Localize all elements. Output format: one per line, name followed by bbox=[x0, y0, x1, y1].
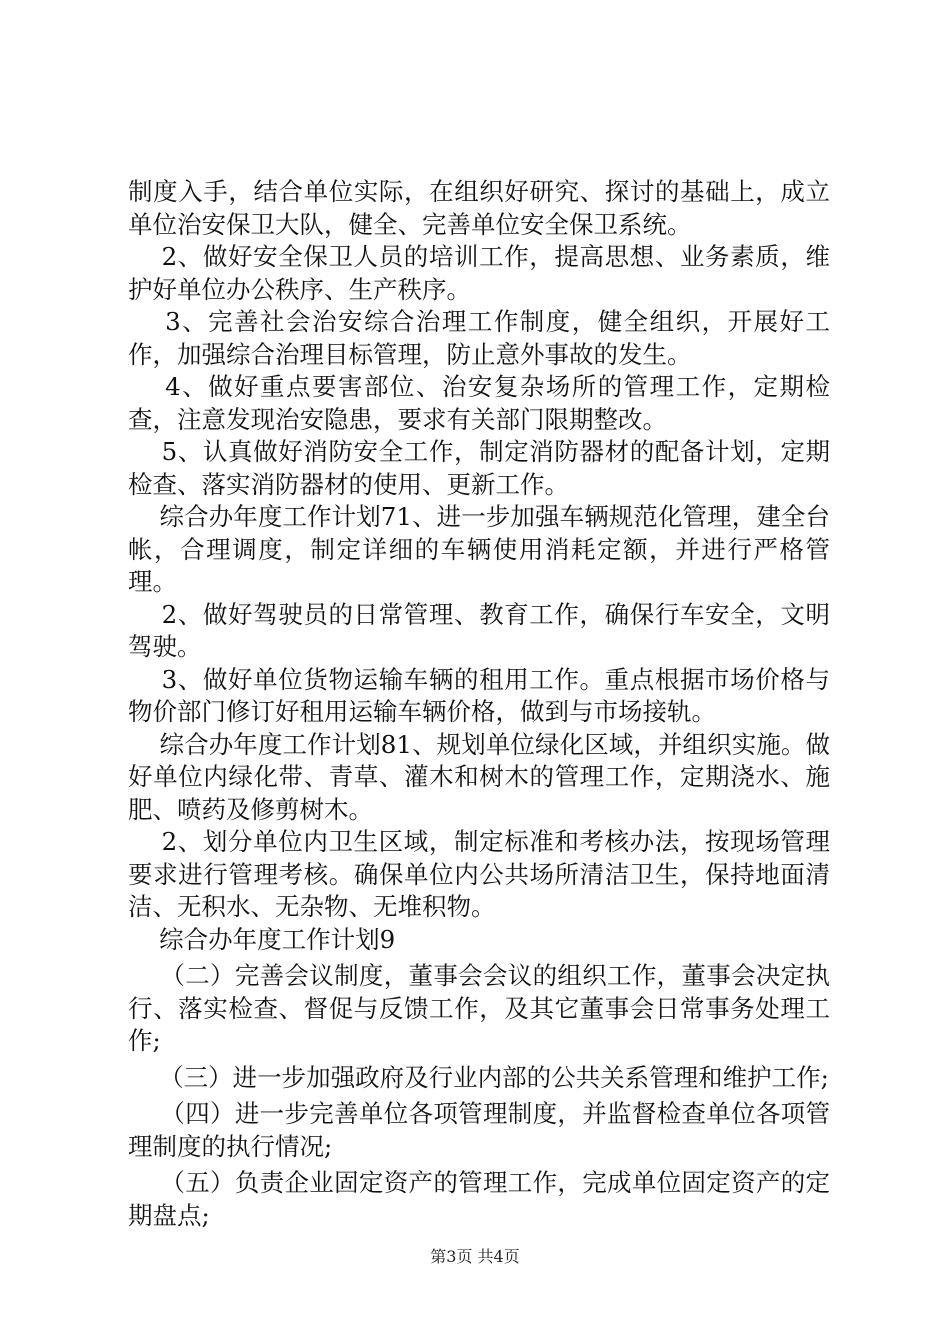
paragraph: （五）负责企业固定资产的管理工作，完成单位固定资产的定期盘点; bbox=[128, 1168, 831, 1230]
section-heading: 综合办年度工作计划9 bbox=[128, 924, 396, 954]
paragraph: 3、做好单位货物运输车辆的租用工作。重点根据市场价格与物价部门修订好租用运输车辆价格，做到与市场接轨。 bbox=[128, 664, 830, 726]
paragraph: （三）进一步加强政府及行业内部的公共关系管理和维护工作; bbox=[128, 1062, 829, 1092]
document-body bbox=[128, 176, 830, 1232]
paragraph: （二）完善会议制度，董事会会议的组织工作，董事会决定执行、落实检查、督促与反馈工作，及其它董事会日常事务处理工作; bbox=[128, 961, 831, 1055]
paragraph: 综合办年度工作计划81、规划单位绿化区域，并组织实施。做好单位内绿化带、青草、灌木和树木的管理工作，定期浇水、施肥、喷药及修剪树木。 bbox=[128, 729, 830, 824]
paragraph: 2、划分单位内卫生区域，制定标准和考核办法，按现场管理要求进行管理考核。确保单位内公共场所清洁卫生，保持地面清洁、无积水、无杂物、无堆积物。 bbox=[128, 827, 830, 921]
paragraph: 综合办年度工作计划71、进一步加强车辆规范化管理，建全台帐，合理调度，制定详细的车辆使用消耗定额，并进行严格管理。 bbox=[128, 502, 830, 596]
paragraph: 2、做好驾驶员的日常管理、教育工作，确保行车安全，文明驾驶。 bbox=[128, 599, 830, 661]
paragraph: 3、完善社会治安综合治理工作制度，健全组织，开展好工作，加强综合治理目标管理，防止意外事故的发生。 bbox=[128, 307, 831, 369]
paragraph: （四）进一步完善单位各项管理制度，并监督检查单位各项管理制度的执行情况; bbox=[128, 1099, 831, 1161]
paragraph: 5、认真做好消防安全工作，制定消防器材的配备计划，定期检查、落实消防器材的使用、更新工作。 bbox=[128, 437, 830, 499]
page-footer: 第3页 共4页 bbox=[430, 1247, 520, 1266]
paragraph: 4、做好重点要害部位、治安复杂场所的管理工作，定期检查，注意发现治安隐患，要求有关部门限期整改。 bbox=[128, 372, 831, 434]
paragraph: 制度入手，结合单位实际，在组织好研究、探讨的基础上，成立单位治安保卫大队，健全、完善单位安全保卫系统。 bbox=[128, 177, 830, 239]
paragraph: 2、做好安全保卫人员的培训工作，提高思想、业务素质，维护好单位办公秩序、生产秩序。 bbox=[128, 242, 830, 304]
